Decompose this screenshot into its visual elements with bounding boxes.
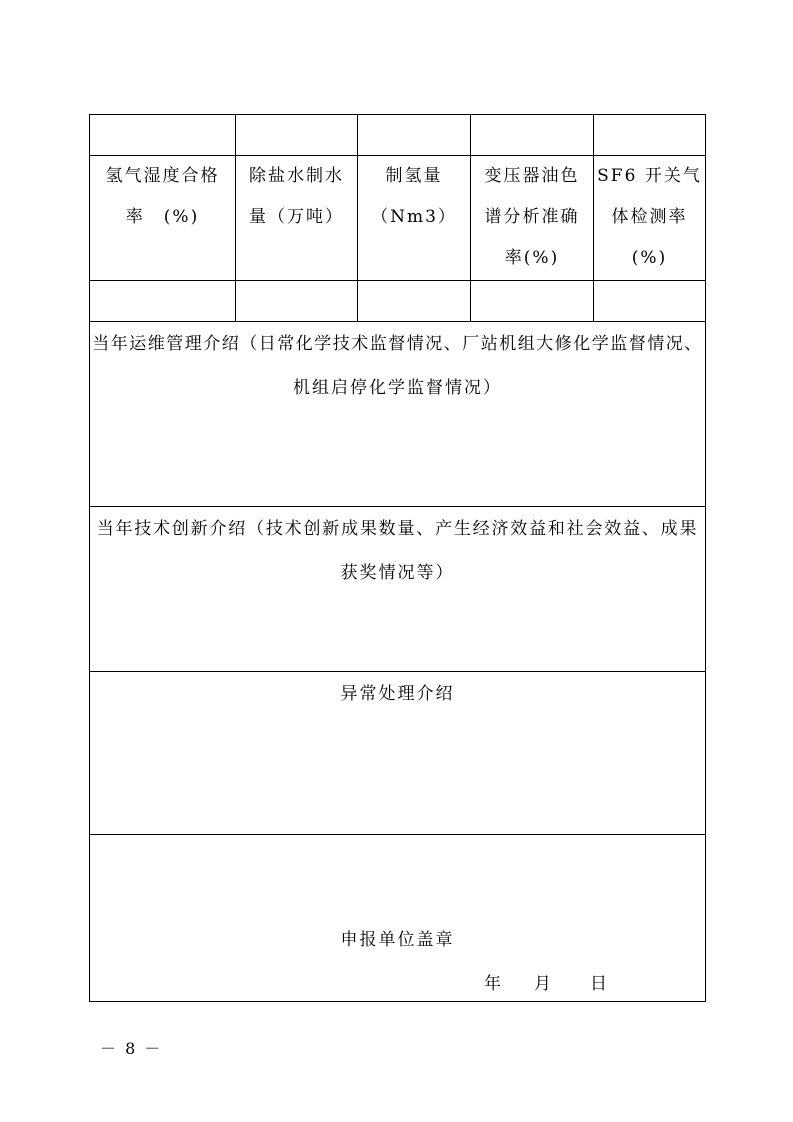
date-year-label: 年 [484,974,503,994]
empty-cell [358,115,471,156]
header-hydrogen-humidity: 氢气湿度合格 率 (%) [90,156,236,281]
empty-cell [471,115,594,156]
value-cell-hydrogen-production[interactable] [358,281,471,322]
header-hydrogen-production: 制氢量 （Nm3） [358,156,471,281]
header-sf6-detection: SF6 开关气 体检测率 (%) [594,156,706,281]
page-number: － 8 － [100,1039,163,1058]
operations-section[interactable] [90,322,706,507]
empty-cell [90,115,236,156]
date-day-label: 日 [590,974,609,994]
operations-title-line2: 机组启停化学监督情况） [293,378,502,398]
header-desalinated-water: 除盐水制水 量（万吨） [236,156,358,281]
abnormal-title: 异常处理介绍 [340,684,455,704]
empty-cell [236,115,358,156]
header-transformer-oil: 变压器油色 谱分析准确 率(%) [471,156,594,281]
section-row-innovation [90,507,706,672]
value-cell-desalinated-water[interactable] [236,281,358,322]
section-row-operations [90,322,706,507]
table-row-values-empty [90,281,706,322]
abnormal-section[interactable] [90,672,706,835]
operations-title-line1: 当年运维管理介绍（日常化学技术监督情况、厂站机组大修化学监督情况、 [92,334,703,354]
innovation-title-line2: 获奖情况等） [340,563,455,583]
section-row-signature [90,835,706,1002]
date-month-label: 月 [534,974,553,994]
value-cell-transformer-oil[interactable] [471,281,594,322]
innovation-section[interactable] [90,507,706,672]
application-form-table [89,114,706,1002]
value-cell-sf6-detection[interactable] [594,281,706,322]
signature-section[interactable] [90,835,706,1002]
section-row-abnormal [90,672,706,835]
value-cell-hydrogen-humidity[interactable] [90,281,236,322]
empty-cell [594,115,706,156]
table-row-top-empty [90,115,706,156]
innovation-title-line1: 当年技术创新介绍（技术创新成果数量、产生经济效益和社会效益、成果 [96,519,699,539]
seal-label: 申报单位盖章 [340,930,455,950]
table-row-headers [90,156,706,281]
